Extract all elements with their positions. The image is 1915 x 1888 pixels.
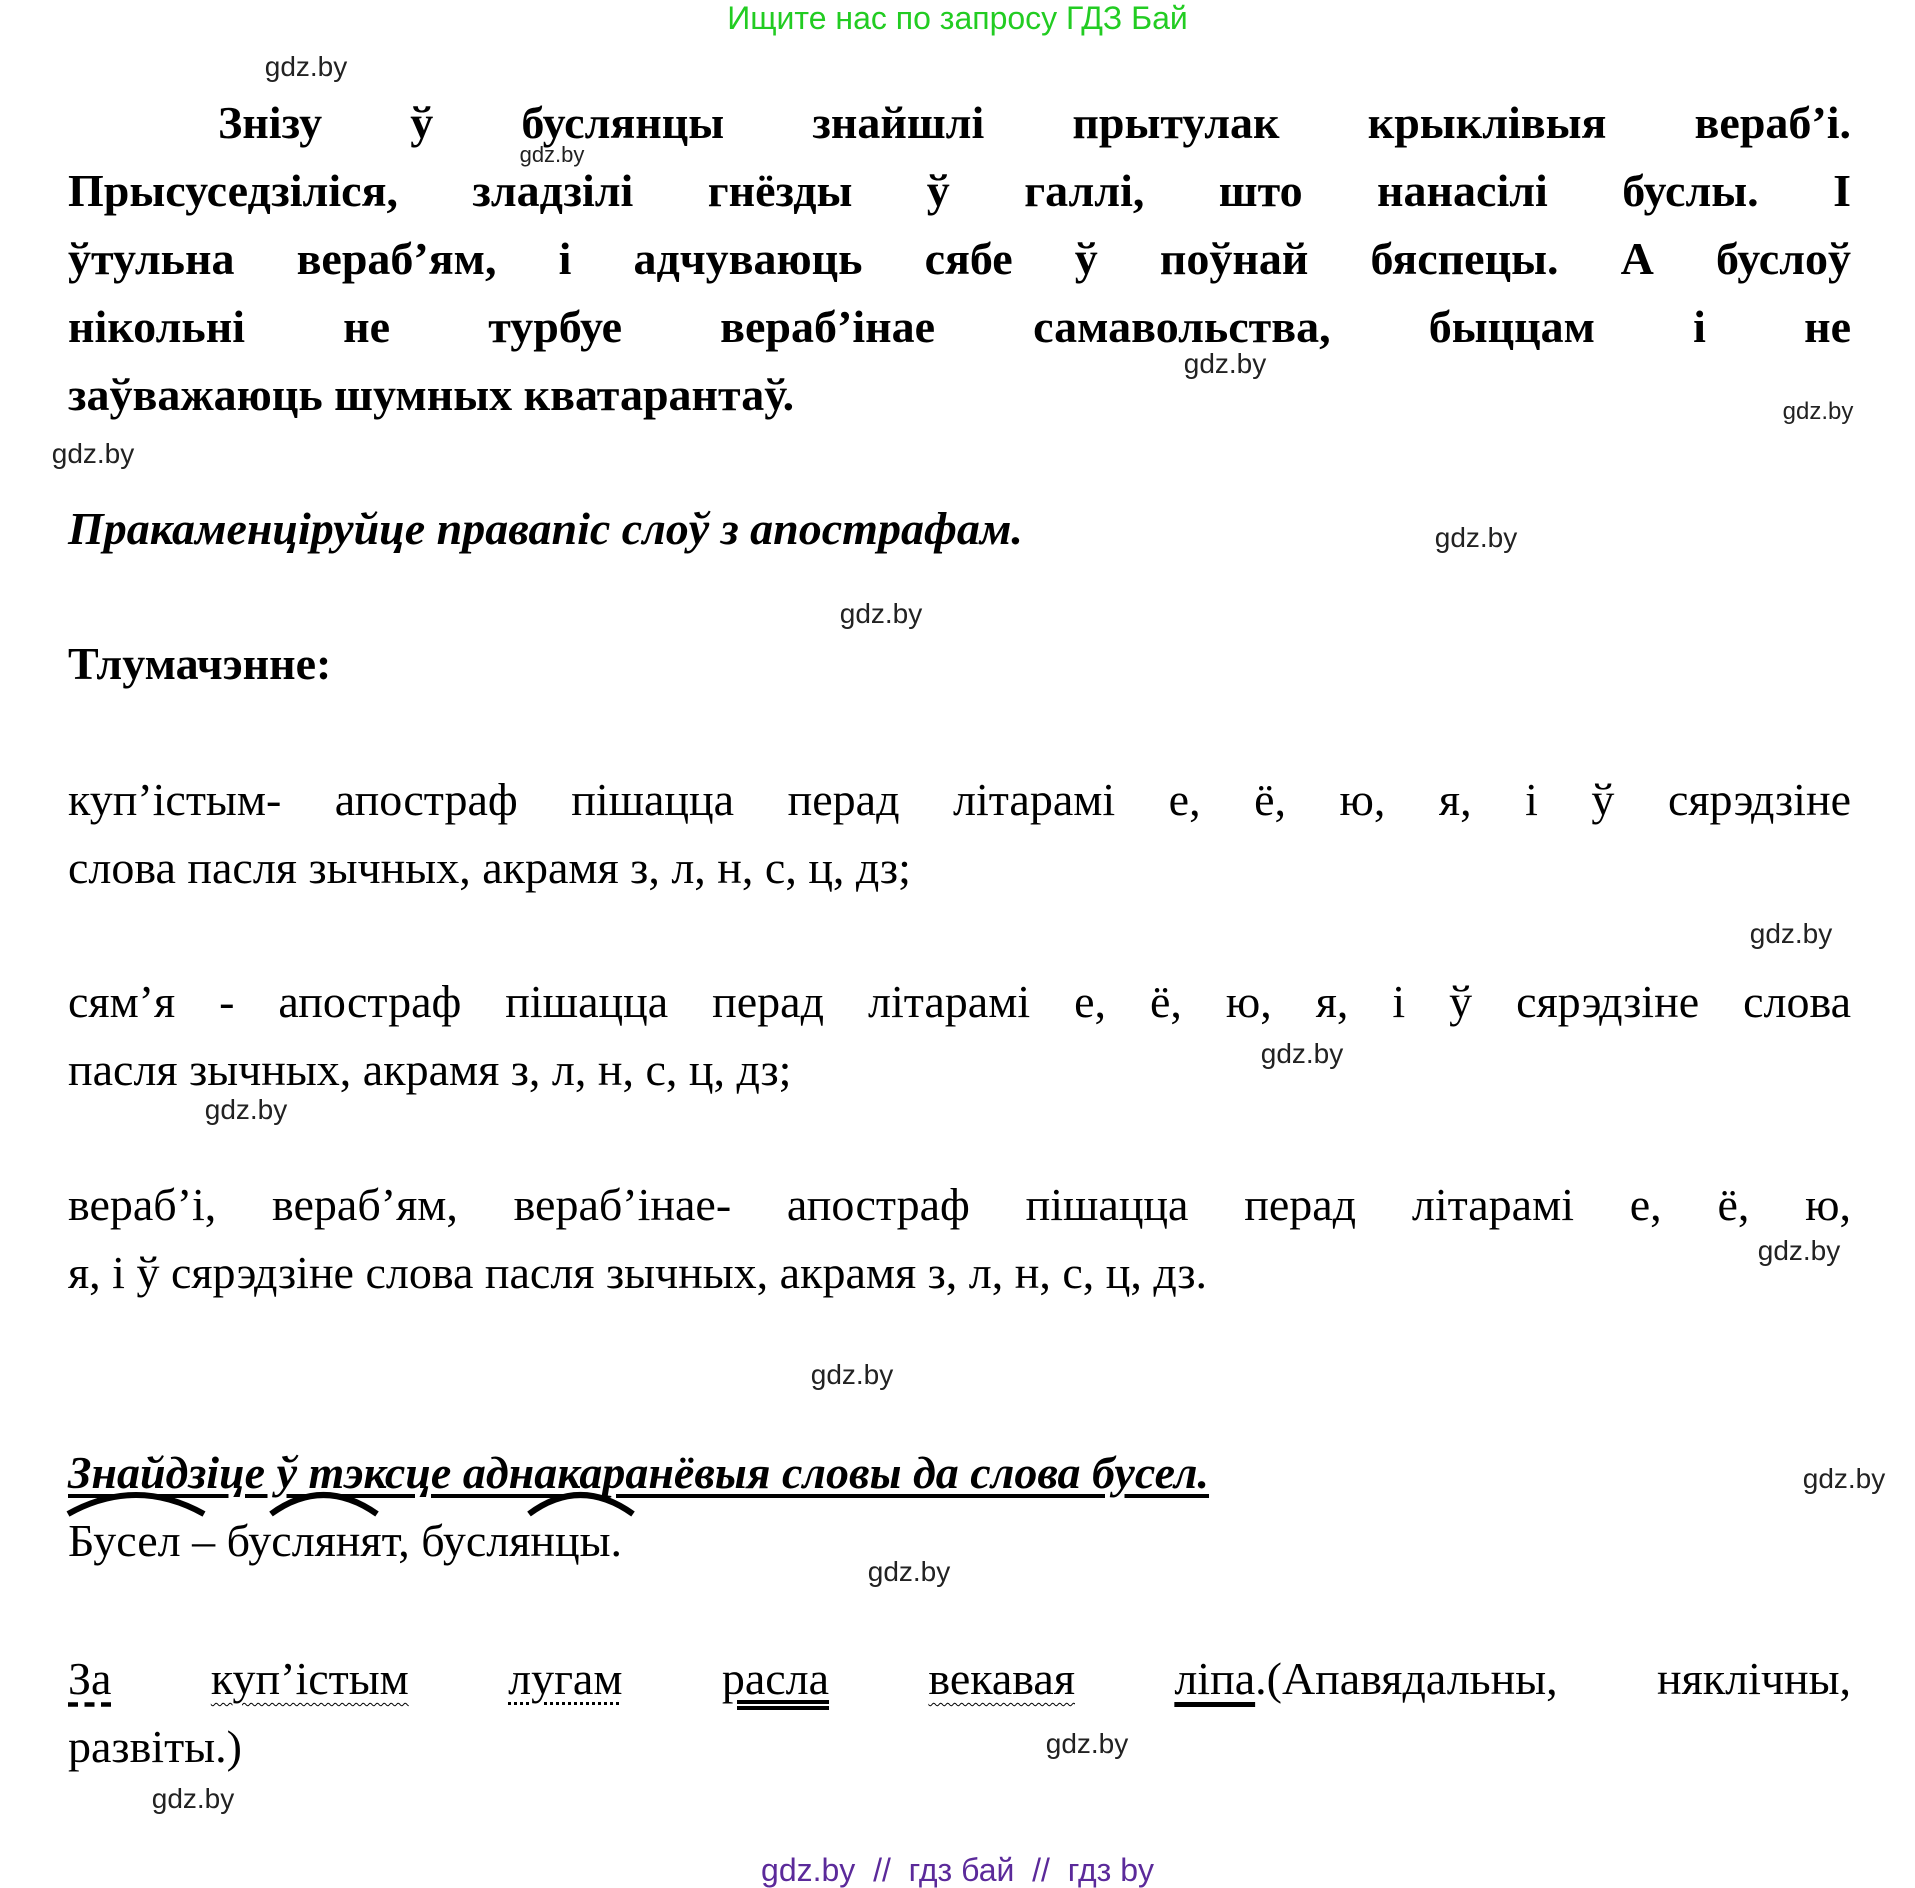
attribute-word: куп’істым (210, 1653, 409, 1704)
text-line: Знізу ў буслянцы знайшлі прытулак крыклівыя вераб’і. (218, 97, 1851, 148)
watermark: gdz.by (867, 1556, 951, 1587)
explanation-line: пасля зычных, акрамя з, л, н, с, ц, дз; (68, 1044, 792, 1095)
subject-word: За (68, 1653, 112, 1704)
watermark: gdz.by (1802, 1463, 1886, 1494)
root-arc-icon (529, 1495, 633, 1514)
watermark: gdz.by (1434, 522, 1518, 553)
task-heading: Пракаменціруйце правапіс слоў з апострафам. (68, 503, 1023, 554)
explanation-line: слова пасля зычных, акрамя з, л, н, с, ц, дз; (68, 842, 911, 893)
text-line: Прысуседзіліся, зладзілі гнёзды ў галлі, што нанасілі буслы. І (68, 165, 1851, 216)
watermark: gdz.by (839, 598, 923, 629)
text-line: нікольні не турбуе вераб’інае самавольства, быццам і не (68, 301, 1851, 352)
watermark: gdz.by (204, 1094, 288, 1125)
text-line: заўважаюць шумных кватарантаў. (68, 369, 795, 420)
watermark: gdz.by (151, 1783, 235, 1814)
explanation-heading: Тлумачэнне: (68, 638, 332, 689)
sentence-characteristics-cont: развіты.) (68, 1721, 242, 1772)
adverbial-word: лугам (508, 1653, 623, 1704)
watermark: gdz.by (1757, 1235, 1841, 1266)
text-line: ўтульна вераб’ям, і адчуваюць сябе ў поўнай бяспецы. А буслоў (68, 233, 1851, 284)
watermark: gdz.by (1045, 1728, 1129, 1759)
task-heading: Знайдзіце ў тэксце аднакаранёвыя словы да слова бусел. (68, 1447, 1210, 1498)
watermark: gdz.by (1749, 918, 1833, 949)
explanation-line: куп’істым- апостраф пішацца перад літарамі е, ё, ю, я, і ў сярэдзіне (68, 774, 1851, 825)
predicate-word: расла (721, 1653, 830, 1704)
explanation-line: сям’я - апостраф пішацца перад літарамі е, ё, ю, я, і ў сярэдзіне слова (68, 976, 1851, 1027)
root-arc-icon (271, 1495, 377, 1514)
watermark: gdz.by (810, 1359, 894, 1390)
answer-line: Бусел – буслянят, буслянцы. (68, 1515, 623, 1566)
explanation-line: я, і ў сярэдзіне слова пасля зычных, акрамя з, л, н, с, ц, дз. (68, 1247, 1208, 1298)
footer-links: gdz.by // гдз бай // гдз by (761, 1852, 1154, 1888)
watermark: gdz.by (1782, 398, 1854, 425)
watermark: gdz.by (1183, 348, 1267, 379)
watermark: gdz.by (519, 142, 585, 167)
watermark: gdz.by (264, 51, 348, 82)
explanation-line: вераб’і, вераб’ям, вераб’інае- апостраф пішацца перад літарамі е, ё, ю, (68, 1179, 1851, 1230)
subject-word: ліпа (1174, 1653, 1256, 1704)
attribute-word: векавая (928, 1653, 1075, 1704)
root-arc-icon (68, 1495, 204, 1514)
watermark: gdz.by (1260, 1038, 1344, 1069)
sentence-characteristics: .(Апавядальны, няклічны, (1255, 1653, 1852, 1704)
watermark: gdz.by (51, 438, 135, 469)
parsed-sentence (68, 1651, 1851, 1707)
search-hint-banner: Ищите нас по запросу ГДЗ Бай (727, 0, 1188, 36)
